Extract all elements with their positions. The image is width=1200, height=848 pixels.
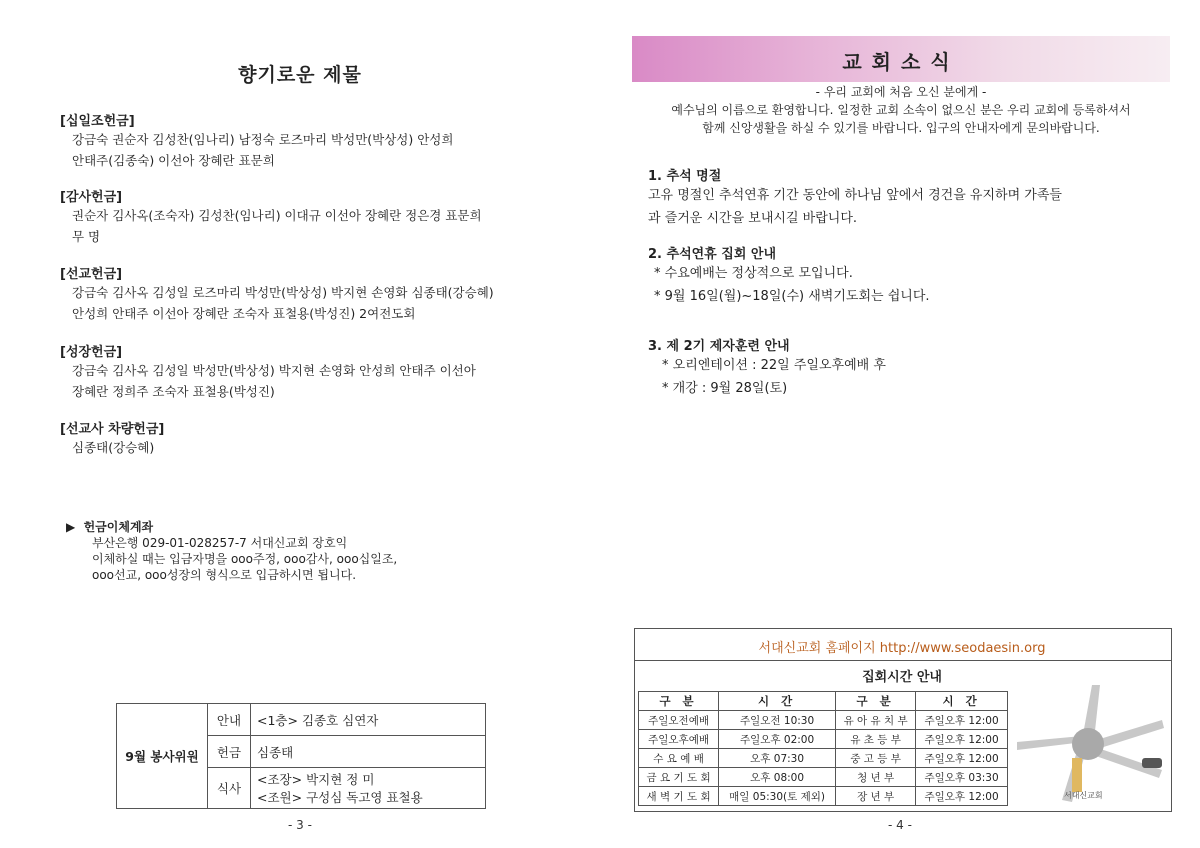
- welcome-line: 예수님의 이름으로 환영합니다. 일정한 교회 소속이 없으신 분은 우리 교회에 등록하셔서: [671, 103, 1131, 117]
- bullet-icon: ▶: [66, 520, 76, 534]
- service-members: [251, 768, 486, 809]
- offering-line: 장혜란 정희주 조숙자 표철용(박성진): [72, 384, 275, 399]
- offering-section: [60, 341, 476, 402]
- transfer-line: 부산은행 029-01-028257-7 서대신교회 장호익: [92, 536, 348, 550]
- news-section-title: 3. 제 2기 제자훈련 안내: [648, 339, 790, 354]
- welcome-line: - 우리 교회에 처음 오신 분에게 -: [815, 85, 987, 99]
- section-title: [선교사 차량헌금]: [60, 422, 165, 437]
- table-cell: 주일오전예배: [639, 711, 719, 730]
- welcome-message: [632, 83, 1170, 137]
- news-line: 고유 명절인 추석연휴 기간 동안에 하나님 앞에서 경건을 유지하며 가족들: [648, 188, 1062, 203]
- news-line: * 오리엔테이션 : 22일 주일오후예배 후: [662, 358, 886, 373]
- table-cell: 유 아 유 치 부: [836, 711, 916, 730]
- table-cell: 주일오전 10:30: [719, 711, 836, 730]
- offering-line: 강금숙 권순자 김성찬(임나리) 남정숙 로즈마리 박성만(박상성) 안성희: [72, 132, 454, 147]
- service-member-line: <조원> 구성심 독고영 표철용: [257, 790, 423, 805]
- page-number: - 3 -: [288, 818, 312, 832]
- news-line: 과 즐거운 시간을 보내시길 바랍니다.: [648, 211, 858, 226]
- table-header: 시 간: [916, 692, 1008, 711]
- table-header: 구 분: [639, 692, 719, 711]
- table-cell: 장 년 부: [836, 787, 916, 806]
- offering-section: [60, 110, 453, 171]
- table-cell: 주일오후 12:00: [916, 787, 1008, 806]
- table-cell: 주일오후 12:00: [916, 749, 1008, 768]
- welcome-line: 함께 신앙생활을 하실 수 있기를 바랍니다. 입구의 안내자에게 문의바랍니다.: [702, 121, 1100, 135]
- offering-line: 강금숙 김사옥 김성일 로즈마리 박성만(박상성) 박지현 손영화 심종태(강승혜): [72, 285, 494, 300]
- service-members: <1층> 김종호 심연자: [251, 704, 486, 736]
- table-row: [639, 787, 1008, 806]
- divider: [634, 660, 1172, 661]
- table-cell: 오후 08:00: [719, 768, 836, 787]
- map-label: 서대신교회: [1064, 791, 1103, 800]
- table-cell: 오후 07:30: [719, 749, 836, 768]
- section-title: [감사헌금]: [60, 190, 123, 205]
- service-committee-table: [116, 703, 486, 809]
- table-cell: 수 요 예 배: [639, 749, 719, 768]
- news-line: * 개강 : 9월 28일(토): [662, 381, 788, 396]
- left-page-title: 향기로운 제물: [238, 64, 362, 86]
- transfer-line: 이체하실 때는 입금자명을 ooo주정, ooo감사, ooo십일조,: [92, 552, 398, 566]
- news-line: * 9월 16일(월)~18일(수) 새벽기도회는 쉽니다.: [654, 289, 930, 304]
- table-header: 구 분: [836, 692, 916, 711]
- service-role: 안내: [208, 704, 251, 736]
- news-section: [648, 243, 930, 308]
- offering-section: [60, 418, 164, 458]
- service-role: 식사: [208, 768, 251, 809]
- news-section: [648, 335, 886, 400]
- table-cell: 매일 05:30(토 제외): [719, 787, 836, 806]
- news-section-title: 1. 추석 명절: [648, 169, 722, 184]
- offering-line: 무 명: [72, 229, 101, 244]
- table-cell: 유 초 등 부: [836, 730, 916, 749]
- table-cell: 금 요 기 도 회: [639, 768, 719, 787]
- table-cell: 주일오후 02:00: [719, 730, 836, 749]
- transfer-title: 헌금이체계좌: [83, 520, 154, 534]
- meeting-title: 집회시간 안내: [862, 670, 942, 685]
- offering-line: 강금숙 김사옥 김성일 박성만(박상성) 박지현 손영화 안성희 안태주 이선아: [72, 363, 476, 378]
- offering-section: [60, 263, 494, 324]
- service-members: 심종태: [251, 736, 486, 768]
- section-title: [선교헌금]: [60, 267, 123, 282]
- offering-line: 안성희 안태주 이선아 장혜란 조숙자 표철용(박성진) 2여전도회: [72, 306, 416, 321]
- news-title: 교회소식: [842, 50, 960, 74]
- offering-section: [60, 186, 482, 247]
- table-cell: 주일오후 03:30: [916, 768, 1008, 787]
- table-row: [639, 749, 1008, 768]
- transfer-line: ooo선교, ooo성장의 형식으로 입금하시면 됩니다.: [92, 568, 357, 582]
- page-number: - 4 -: [888, 818, 912, 832]
- meeting-times-table: [638, 691, 1008, 806]
- table-cell: 새 벽 기 도 회: [639, 787, 719, 806]
- homepage-link[interactable]: 서대신교회 홈페이지 http://www.seodaesin.org: [758, 641, 1046, 656]
- news-line: * 수요예배는 정상적으로 모입니다.: [654, 266, 853, 281]
- table-row: [639, 730, 1008, 749]
- table-header: 시 간: [719, 692, 836, 711]
- table-cell: 주일오후예배: [639, 730, 719, 749]
- offering-line: 심종태(강승혜): [72, 440, 155, 455]
- table-cell: 중 고 등 부: [836, 749, 916, 768]
- transfer-info: [66, 519, 397, 583]
- news-section-title: 2. 추석연휴 집회 안내: [648, 247, 777, 262]
- church-location-map: [1012, 680, 1167, 805]
- table-cell: 주일오후 12:00: [916, 730, 1008, 749]
- offering-line: 권순자 김사옥(조숙자) 김성찬(임나리) 이대규 이선아 장혜란 정은경 표문희: [72, 208, 482, 223]
- section-title: [십일조헌금]: [60, 114, 135, 129]
- section-title: [성장헌금]: [60, 345, 123, 360]
- table-row: [639, 768, 1008, 787]
- table-cell: 주일오후 12:00: [916, 711, 1008, 730]
- table-cell: 청 년 부: [836, 768, 916, 787]
- news-section: [648, 165, 1062, 230]
- service-role: 헌금: [208, 736, 251, 768]
- service-label: 9월 봉사위원: [117, 704, 208, 809]
- table-row: [639, 711, 1008, 730]
- offering-line: 안태주(김종숙) 이선아 장혜란 표문희: [72, 153, 275, 168]
- service-member-line: <조장> 박지현 정 미: [257, 772, 375, 787]
